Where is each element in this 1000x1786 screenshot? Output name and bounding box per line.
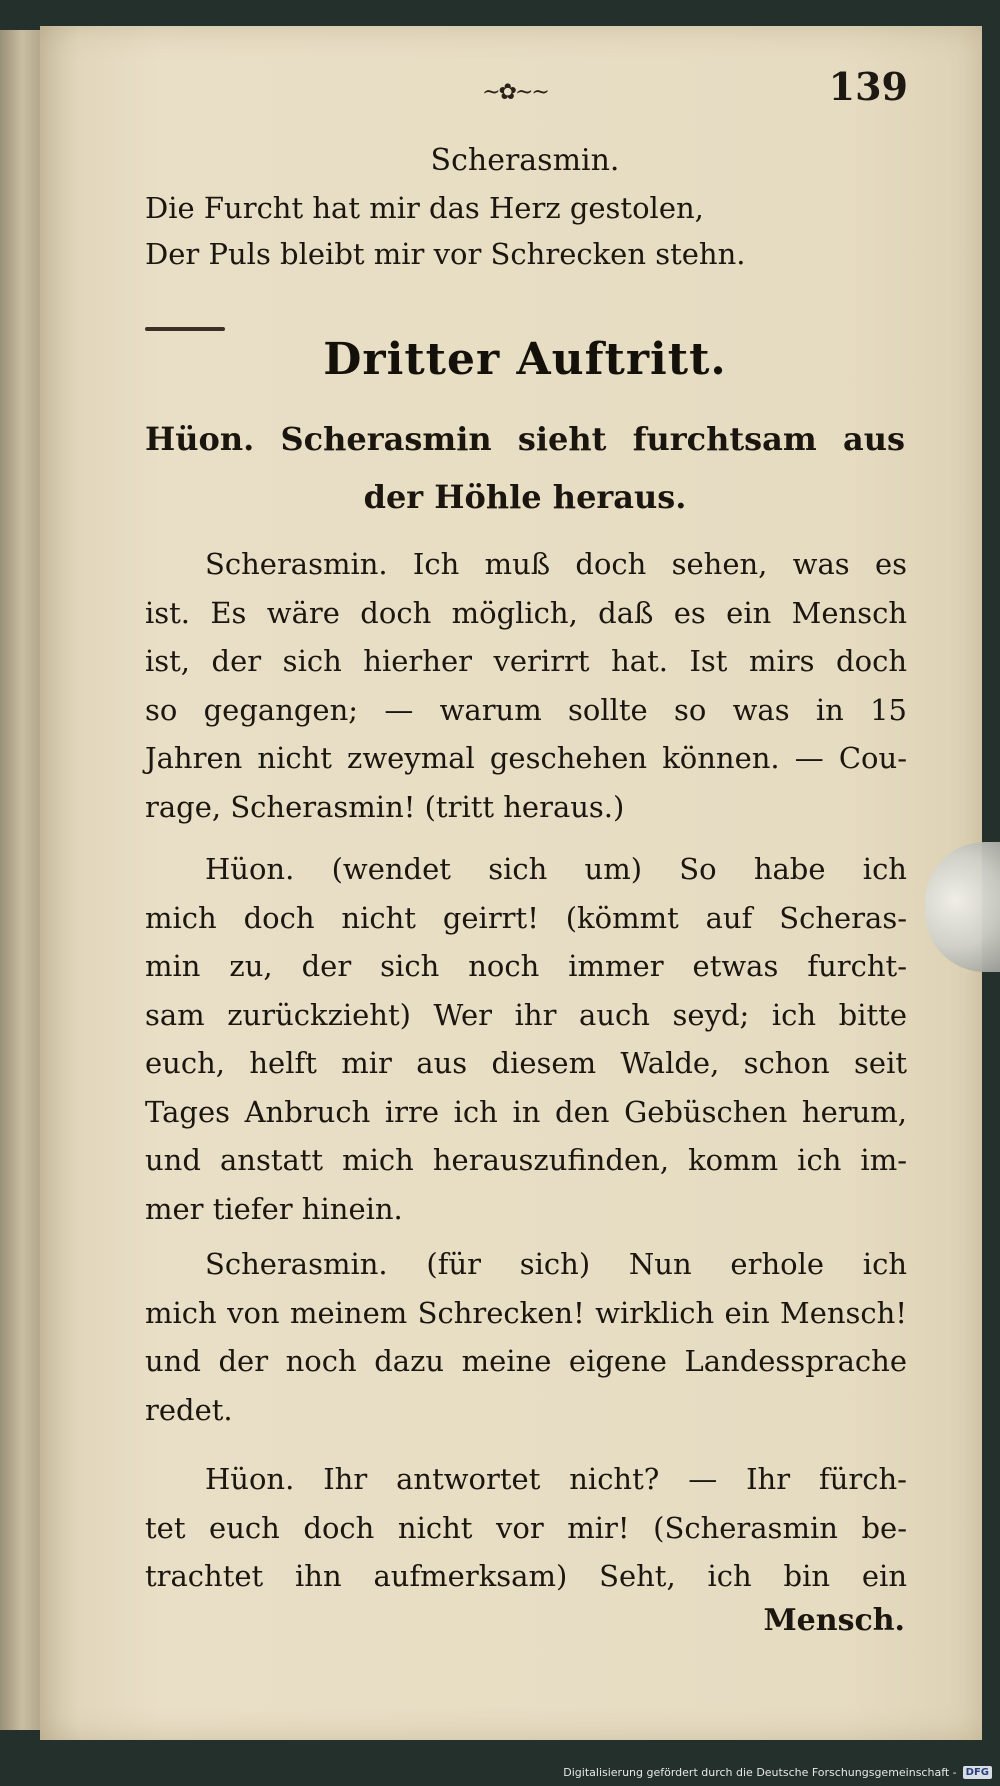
text-line: Jahren nicht zweymal geschehen können. — Cou- (145, 741, 907, 775)
text-line: ist. Es wäre doch möglich, daß es ein Mensch (145, 595, 907, 630)
text-line: so gegangen; — warum sollte so was in 15 (145, 692, 907, 727)
catchword: Mensch. (763, 1603, 905, 1638)
speaker-name: Scherasmin. (430, 143, 620, 178)
dialogue-paragraph (145, 540, 907, 831)
text-line: Hüon. (wendet sich um) So habe ich (205, 852, 907, 886)
text-line: trachtet ihn aufmerksam) Seht, ich bin ein (145, 1559, 907, 1593)
dialogue-paragraph (145, 1240, 907, 1434)
verse-line: Der Puls bleibt mir vor Schrecken stehn. (145, 237, 746, 271)
text-line: mich doch nicht geirrt! (kömmt auf Scheras- (145, 900, 907, 935)
text-line: euch, helft mir aus diesem Walde, schon seit (145, 1046, 907, 1080)
dialogue-paragraph (145, 1455, 907, 1601)
text-line: tet euch doch nicht vor mir! (Scherasmin be- (145, 1510, 907, 1545)
text-line: sam zurückzieht) Wer ihr auch seyd; ich bitte (145, 997, 907, 1032)
text-line: Tages Anbruch irre ich in den Gebüschen herum, (145, 1094, 907, 1129)
stage-direction (145, 410, 905, 526)
footer-credit-text: Digitalisierung gefördert durch die Deutsche Forschungsgemeinschaft - (563, 1765, 957, 1779)
dialogue-paragraph (145, 845, 907, 1233)
header-ornament: ~✿~~ (482, 80, 548, 105)
verse-block (145, 185, 905, 277)
text-line: mer tiefer hinein. (145, 1191, 403, 1226)
text-line: Scherasmin. Ich muß doch sehen, was es (205, 547, 907, 581)
scene-heading: Dritter Auftritt. (323, 334, 727, 385)
text-line: redet. (145, 1392, 233, 1427)
facing-page-edge (0, 30, 40, 1730)
footer-credit (563, 1762, 992, 1782)
section-rule (145, 327, 225, 331)
stage-direction-line: Hüon. Scherasmin sieht furchtsam aus (145, 420, 905, 458)
verse-line: Die Furcht hat mir das Herz gestolen, (145, 191, 704, 225)
text-line: ist, der sich hierher verirrt hat. Ist mirs doch (145, 644, 907, 678)
page-number: 139 (828, 64, 908, 109)
text-line: und anstatt mich herauszufinden, komm ich im- (145, 1143, 907, 1177)
text-line: rage, Scherasmin! (tritt heraus.) (145, 789, 625, 824)
dfg-logo: DFG (963, 1766, 992, 1779)
text-line: und der noch dazu meine eigene Landessprache (145, 1344, 907, 1378)
text-line: min zu, der sich noch immer etwas furcht- (145, 949, 907, 983)
text-line: mich von meinem Schrecken! wirklich ein Mensch! (145, 1295, 907, 1330)
text-line: Scherasmin. (für sich) Nun erhole ich (205, 1247, 907, 1281)
text-line: Hüon. Ihr antwortet nicht? — Ihr fürch- (205, 1462, 907, 1496)
stage-direction-line: der Höhle heraus. (363, 478, 687, 516)
